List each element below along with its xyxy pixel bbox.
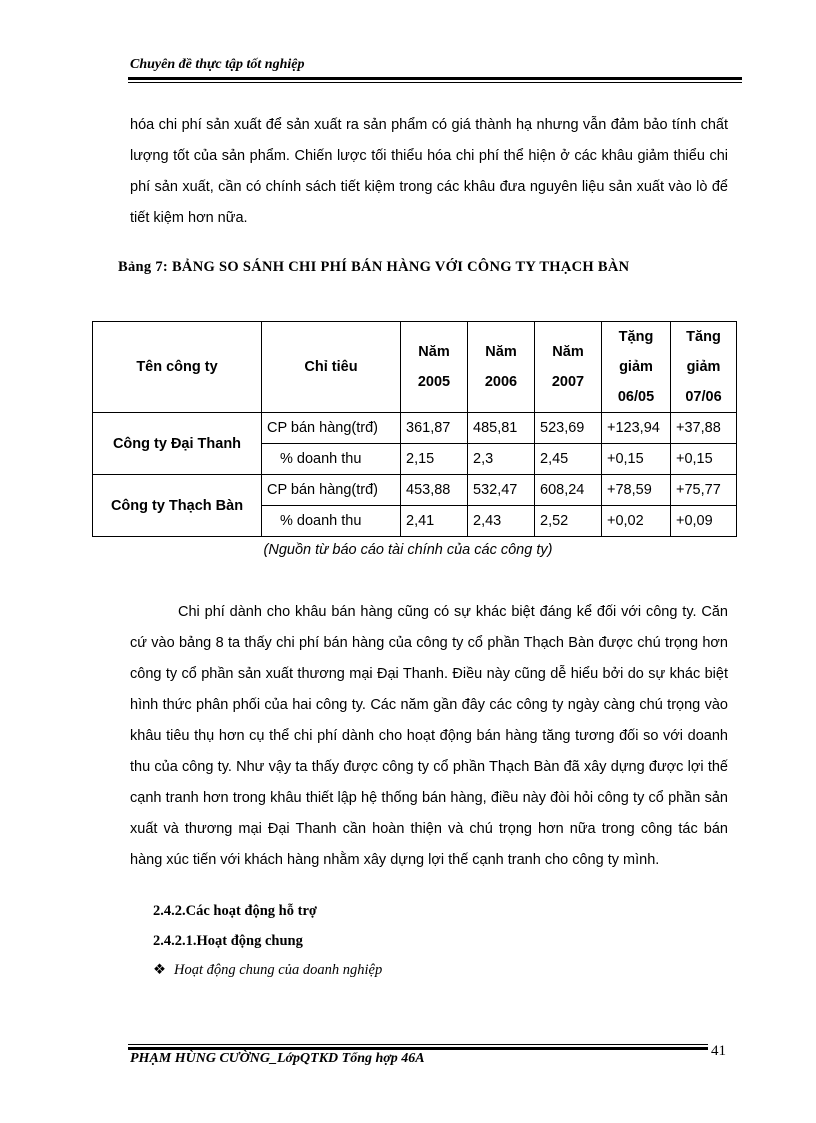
- bullet-item: [153, 962, 382, 979]
- value-cell: +123,94: [602, 413, 671, 444]
- value-cell: 485,81: [468, 413, 535, 444]
- metric-cell: CP bán hàng(trđ): [262, 413, 401, 444]
- cost-comparison-table: [92, 321, 737, 537]
- value-cell: 608,24: [535, 475, 602, 506]
- value-cell: 2,45: [535, 444, 602, 475]
- footer-rule-thin: [128, 1044, 708, 1045]
- value-cell: 2,3: [468, 444, 535, 475]
- value-cell: 2,43: [468, 506, 535, 537]
- value-cell: +0,15: [671, 444, 737, 475]
- value-cell: 2,15: [401, 444, 468, 475]
- table-title: Bảng 7: BẢNG SO SÁNH CHI PHÍ BÁN HÀNG VỚI CÔNG TY THẠCH BÀN: [118, 259, 630, 275]
- header-company: Tên công ty: [93, 322, 262, 413]
- header-change-06-05: Tặng giảm 06/05: [602, 322, 671, 413]
- header-title: Chuyên đề thực tập tốt nghiệp: [130, 57, 305, 72]
- value-cell: 532,47: [468, 475, 535, 506]
- section-heading: 2.4.2.Các hoạt động hỗ trợ: [153, 903, 317, 919]
- subsection-heading: 2.4.2.1.Hoạt động chung: [153, 933, 303, 949]
- metric-cell: CP bán hàng(trđ): [262, 475, 401, 506]
- header-rule-thin: [128, 82, 742, 83]
- footer-rule: [128, 1047, 708, 1050]
- value-cell: +0,15: [602, 444, 671, 475]
- footer-author: PHẠM HÙNG CƯỜNG_LớpQTKD Tổng hợp 46A: [130, 1051, 425, 1066]
- table-row: [93, 475, 737, 506]
- header-rule: [128, 77, 742, 80]
- header-year-2007: Năm 2007: [535, 322, 602, 413]
- value-cell: 361,87: [401, 413, 468, 444]
- header-year-2005: Năm 2005: [401, 322, 468, 413]
- value-cell: 523,69: [535, 413, 602, 444]
- value-cell: +37,88: [671, 413, 737, 444]
- diamond-bullet-icon: ❖: [153, 962, 166, 978]
- metric-cell: % doanh thu: [262, 506, 401, 537]
- value-cell: +78,59: [602, 475, 671, 506]
- intro-paragraph: hóa chi phí sản xuất để sản xuất ra sản phẩm có giá thành hạ nhưng vẫn đảm bảo tính chất lượng tốt của sản phẩm. Chiến lược tối thiểu hóa chi phí thể hiện ở các khâu giảm thiểu chi phí sản xuất, cần có chính sách tiết kiệm trong các khâu đưa nguyên liệu sản xuất vào lò để tiết kiệm hơn nữa.: [130, 117, 728, 226]
- table-row: [93, 413, 737, 444]
- metric-cell: % doanh thu: [262, 444, 401, 475]
- company-name: Công ty Đại Thanh: [93, 413, 262, 475]
- table-header-row: [93, 322, 737, 413]
- value-cell: 453,88: [401, 475, 468, 506]
- header-change-07-06: Tăng giảm 07/06: [671, 322, 737, 413]
- header-metric: Chỉ tiêu: [262, 322, 401, 413]
- value-cell: 2,41: [401, 506, 468, 537]
- table-source-note: (Nguồn từ báo cáo tài chính của các công ty): [263, 542, 553, 558]
- main-paragraph: [130, 597, 728, 876]
- page-number: 41: [711, 1043, 726, 1059]
- value-cell: +0,09: [671, 506, 737, 537]
- main-paragraph-text: Chi phí dành cho khâu bán hàng cũng có sự khác biệt đáng kể đối với công ty. Căn cứ vào bảng 8 ta thấy chi phí bán hàng của công ty cổ phần Thạch Bàn được chú trọng hơn công ty cổ phần sản xuất thương mại Đại Thanh. Điều này cũng dễ hiểu bởi do sự khác biệt hình thức phân phối của hai công ty. Các năm gần đây các công ty ngày càng chú trọng vào khâu tiêu thụ hơn cụ thể chi phí dành cho hoạt động bán hàng tăng tương đối so với doanh thu của công ty. Như vậy ta thấy được công ty cổ phần Thạch Bàn đã xây dựng được lợi thế cạnh tranh hơn trong khâu thiết lập hệ thống bán hàng, điều này đòi hỏi công ty cổ phần sản xuất và thương mại Đại Thanh cần hoàn thiện và chú trọng hơn nữa trong công tác bán hàng xúc tiến với khách hàng nhằm xây dựng lợi thế cạnh tranh cho công ty mình.: [130, 604, 728, 868]
- bullet-text: Hoạt động chung của doanh nghiệp: [174, 962, 383, 978]
- value-cell: +0,02: [602, 506, 671, 537]
- header-year-2006: Năm 2006: [468, 322, 535, 413]
- value-cell: 2,52: [535, 506, 602, 537]
- company-name: Công ty Thạch Bàn: [93, 475, 262, 537]
- value-cell: +75,77: [671, 475, 737, 506]
